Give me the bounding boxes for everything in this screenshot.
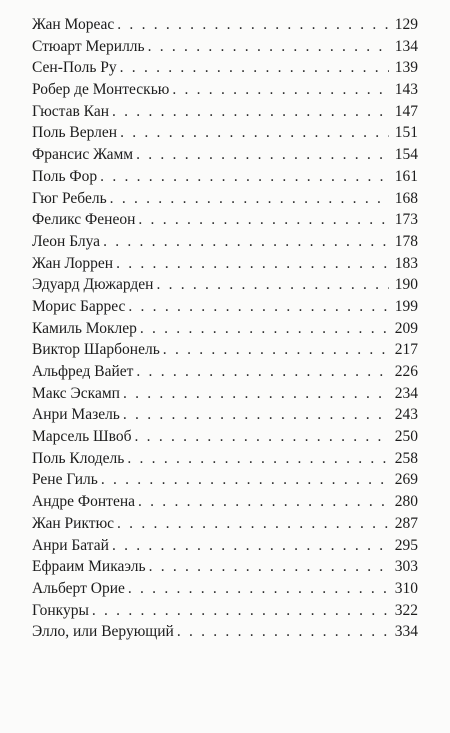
toc-entry [32, 448, 418, 470]
dot-leader [101, 469, 389, 491]
toc-entry-title: Феликс Фенеон [32, 211, 136, 229]
dot-leader [120, 57, 389, 79]
dot-leader [103, 231, 389, 253]
toc-entry-page-number: 310 [394, 579, 418, 597]
toc-entry-title: Жан Мореас [32, 16, 115, 33]
toc-entry-page-number: 303 [394, 558, 418, 576]
toc-entry [32, 491, 418, 513]
toc-entry [32, 36, 418, 58]
dot-leader [110, 188, 389, 210]
toc-entry-title: Альфред Вайет [32, 363, 134, 380]
toc-entry [32, 253, 418, 275]
toc-entry-page-number: 258 [394, 449, 418, 467]
toc-entry-title: Жан Риктюс [32, 514, 115, 532]
toc-entry-page-number: 183 [394, 254, 418, 272]
toc-entry [32, 274, 418, 296]
toc-entry-page-number: 151 [394, 124, 418, 142]
dot-leader [112, 535, 389, 557]
toc-entry-page-number: 217 [394, 341, 418, 359]
toc-entry-title: Гонкуры [32, 601, 89, 619]
toc-entry-title: Леон Блуа [32, 232, 101, 250]
toc-entry-page-number: 168 [394, 189, 418, 207]
table-of-contents [32, 14, 418, 643]
dot-leader [136, 361, 389, 383]
toc-entry [32, 600, 418, 622]
toc-entry [32, 79, 418, 101]
dot-leader [117, 513, 389, 535]
dot-leader [120, 122, 389, 144]
dot-leader [100, 166, 389, 188]
toc-entry [32, 383, 418, 405]
toc-entry [32, 578, 418, 600]
toc-entry [32, 14, 418, 36]
toc-entry-title: Робер де Монтескью [32, 81, 170, 99]
toc-entry [32, 188, 418, 210]
dot-leader [149, 556, 389, 578]
dot-leader [117, 14, 389, 36]
toc-entry-page-number: 147 [394, 102, 418, 120]
dot-leader [138, 491, 389, 513]
toc-entry [32, 101, 418, 123]
dot-leader [148, 36, 389, 58]
toc-entry-page-number: 139 [394, 59, 418, 77]
toc-entry-page-number: 243 [394, 406, 418, 424]
toc-entry [32, 296, 418, 318]
toc-entry [32, 535, 418, 557]
toc-entry-title: Макс Эскамп [32, 384, 120, 402]
toc-entry-title: Поль Верлен [32, 124, 118, 142]
toc-entry-title: Стюарт Мерилль [32, 37, 145, 55]
toc-entry-title: Виктор Шарбонель [32, 341, 160, 359]
dot-leader [116, 253, 389, 275]
toc-entry [32, 513, 418, 535]
toc-entry-title: Марсель Швоб [32, 428, 132, 446]
toc-entry [32, 318, 418, 340]
toc-entry-page-number: 322 [394, 601, 418, 619]
toc-entry [32, 556, 418, 578]
toc-entry [32, 361, 418, 383]
toc-entry [32, 404, 418, 426]
dot-leader [135, 426, 389, 448]
toc-entry-page-number: 134 [394, 37, 418, 55]
toc-entry-title: Сен-Поль Ру [32, 59, 117, 77]
toc-entry [32, 166, 418, 188]
dot-leader [128, 296, 389, 318]
toc-entry [32, 339, 418, 361]
toc-entry-page-number: 295 [394, 536, 418, 554]
toc-entry-page-number: 178 [394, 232, 418, 250]
toc-entry-title: Франсис Жамм [32, 146, 134, 164]
toc-entry-title: Ефраим Микаэль [32, 558, 146, 576]
dot-leader [172, 79, 389, 101]
toc-entry-title: Анри Мазель [32, 406, 120, 424]
toc-entry-page-number: 173 [394, 211, 418, 229]
toc-entry-page-number: 334 [394, 623, 418, 641]
toc-entry-title: Камиль Моклер [32, 319, 137, 337]
toc-entry [32, 57, 418, 79]
toc-entry-title: Альберт Орие [32, 579, 125, 597]
toc-entry-title: Рене Гиль [32, 471, 98, 489]
toc-entry [32, 209, 418, 231]
dot-leader [112, 101, 389, 123]
toc-entry-page-number: 154 [394, 146, 418, 164]
toc-entry-page-number: 199 [394, 297, 418, 315]
dot-leader [123, 404, 389, 426]
toc-entry [32, 469, 418, 491]
toc-entry-title: Элло, или Верующий [32, 623, 174, 641]
toc-entry-page-number: 280 [394, 493, 418, 511]
toc-entry-title: Андре Фонтена [32, 493, 135, 511]
dot-leader [128, 578, 389, 600]
toc-entry-page-number: 129 [394, 16, 418, 33]
dot-leader [127, 448, 389, 470]
toc-entry [32, 122, 418, 144]
toc-entry-title: Морис Баррес [32, 297, 126, 315]
toc-entry-title: Поль Фор [32, 167, 98, 185]
toc-entry-page-number: 209 [394, 319, 418, 337]
toc-entry [32, 621, 418, 643]
dot-leader [123, 383, 389, 405]
toc-entry-page-number: 226 [394, 363, 418, 380]
dot-leader [92, 600, 389, 622]
toc-entry-title: Поль Клодель [32, 449, 125, 467]
dot-leader [138, 209, 389, 231]
toc-entry [32, 426, 418, 448]
dot-leader [140, 318, 389, 340]
toc-entry-page-number: 190 [394, 276, 418, 294]
toc-entry-page-number: 269 [394, 471, 418, 489]
toc-entry-title: Гюстав Кан [32, 102, 109, 120]
dot-leader [156, 274, 389, 296]
toc-entry [32, 144, 418, 166]
toc-entry-page-number: 143 [394, 81, 418, 99]
toc-entry-page-number: 250 [394, 428, 418, 446]
toc-entry-page-number: 287 [394, 514, 418, 532]
dot-leader [177, 621, 389, 643]
dot-leader [163, 339, 389, 361]
toc-entry-title: Жан Лоррен [32, 254, 114, 272]
toc-entry-title: Гюг Ребель [32, 189, 107, 207]
toc-entry-title: Анри Батай [32, 536, 109, 554]
toc-entry-page-number: 161 [394, 167, 418, 185]
toc-entry-page-number: 234 [394, 384, 418, 402]
toc-entry [32, 231, 418, 253]
toc-entry-title: Эдуард Дюжарден [32, 276, 154, 294]
dot-leader [136, 144, 389, 166]
